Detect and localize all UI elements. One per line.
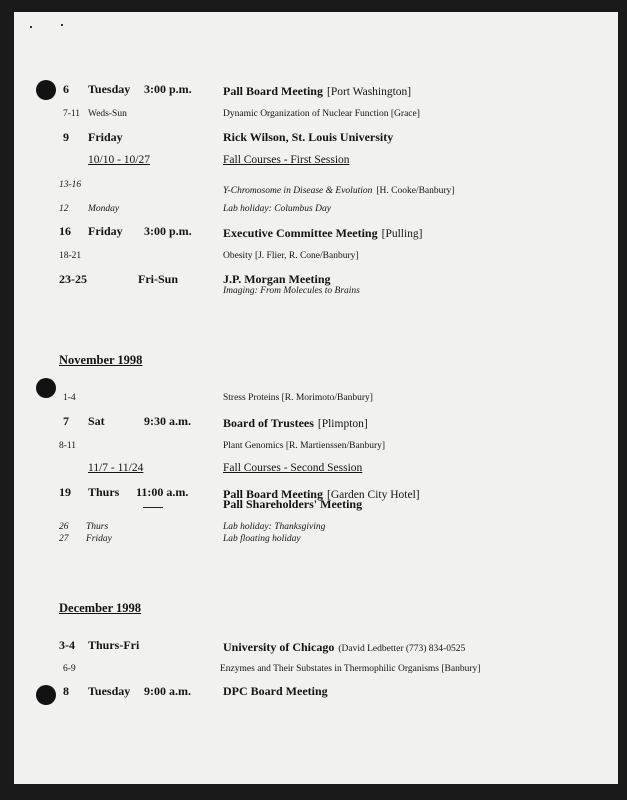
- event-time: 9:30 a.m.: [144, 414, 191, 428]
- event-note: [Pulling]: [381, 228, 423, 240]
- event-note: [Garden City Hotel]: [326, 489, 420, 501]
- punch-hole: [36, 378, 56, 398]
- event-entry: [220, 664, 480, 674]
- event-time: 11:00 a.m.: [136, 485, 189, 499]
- event-title: University of Chicago: [223, 640, 335, 654]
- event-title: DPC Board Meeting: [223, 684, 328, 698]
- event-date: 3-4: [59, 638, 75, 652]
- event-date: 12: [59, 204, 69, 214]
- event-time: 9:00 a.m.: [144, 684, 191, 698]
- event-entry: [223, 224, 423, 242]
- event-date: 6-9: [63, 664, 76, 674]
- event-title: Obesity: [223, 251, 253, 261]
- punch-hole: [36, 80, 56, 100]
- event-title: J.P. Morgan Meeting: [223, 272, 331, 286]
- event-time: 3:00 p.m.: [144, 82, 192, 96]
- event-entry: [223, 638, 465, 656]
- event-day: Friday: [88, 130, 123, 144]
- event-day: Tuesday: [88, 684, 131, 698]
- event-day: Monday: [88, 204, 120, 214]
- event-entry: [223, 393, 373, 403]
- event-title: Pall Board Meeting: [223, 487, 323, 501]
- event-title: Plant Genomics: [223, 441, 284, 451]
- event-day: Thurs-Fri: [88, 638, 140, 652]
- event-title: Rick Wilson, St. Louis University: [223, 130, 394, 144]
- event-title: Fall Courses - Second Session: [223, 462, 363, 474]
- event-date: 7-11: [63, 109, 81, 119]
- event-day: Friday: [86, 534, 112, 544]
- speck: [30, 26, 32, 28]
- event-title: Executive Committee Meeting: [223, 226, 378, 240]
- event-time: 3:00 p.m.: [144, 224, 192, 238]
- event-title: Y-Chromosome in Disease & Evolution: [223, 186, 373, 196]
- event-entry: [223, 251, 359, 261]
- event-note: (David Ledbetter (773) 834-0525: [338, 644, 466, 654]
- event-day: Thurs: [88, 485, 120, 499]
- event-day: Thurs: [86, 522, 109, 532]
- event-note: [Port Washington]: [326, 86, 412, 98]
- event-title: Pall Board Meeting: [223, 84, 323, 98]
- event-entry: [223, 180, 454, 198]
- event-date: 27: [59, 534, 69, 544]
- event-date: 7: [63, 414, 69, 428]
- event-day: Tuesday: [88, 82, 131, 96]
- event-date: 6: [63, 82, 69, 96]
- event-entry: [223, 109, 420, 119]
- document-page: [14, 12, 618, 784]
- event-note: [Banbury]: [441, 664, 481, 674]
- event-date: 8: [63, 684, 69, 698]
- event-date: 26: [59, 522, 69, 532]
- event-note: [R. Morimoto/Banbury]: [281, 393, 373, 403]
- event-note: [H. Cooke/Banbury]: [376, 186, 455, 196]
- event-entry: [223, 414, 368, 432]
- event-date: 16: [59, 224, 71, 238]
- event-date: 13-16: [59, 180, 82, 190]
- event-note: [Plimpton]: [317, 418, 368, 430]
- event-date: 1-4: [63, 393, 76, 403]
- event-title: Dynamic Organization of Nuclear Function: [223, 109, 389, 119]
- course-range: 11/7 - 11/24: [88, 462, 144, 474]
- event-title: Fall Courses - First Session: [223, 154, 350, 166]
- short-rule: [143, 507, 163, 508]
- event-date: 18-21: [59, 251, 82, 261]
- event-day: Weds-Sun: [88, 109, 127, 119]
- event-title: Lab floating holiday: [223, 534, 301, 544]
- event-title-secondary: Pall Shareholders' Meeting: [223, 497, 363, 511]
- event-date: 9: [63, 130, 69, 144]
- event-entry: [223, 82, 411, 100]
- event-date: 19: [59, 485, 71, 499]
- event-title: Lab holiday: Thanksgiving: [223, 522, 326, 532]
- event-title: Enzymes and Their Substates in Thermophilic Organisms: [220, 664, 439, 674]
- course-range: 10/10 - 10/27: [88, 154, 150, 166]
- month-heading: December 1998: [59, 601, 142, 615]
- event-title: Board of Trustees: [223, 416, 314, 430]
- event-note: [Grace]: [390, 109, 420, 119]
- event-day: Sat: [88, 414, 105, 428]
- event-subtitle: Imaging: From Molecules to Brains: [223, 286, 360, 296]
- month-heading: November 1998: [59, 353, 143, 367]
- speck: [61, 24, 63, 26]
- event-date: 8-11: [59, 441, 77, 451]
- event-date: 23-25: [59, 272, 87, 286]
- event-day: Fri-Sun: [138, 272, 179, 286]
- event-note: [R. Martienssen/Banbury]: [285, 441, 386, 451]
- event-day: Friday: [88, 224, 123, 238]
- event-title: Lab holiday: Columbus Day: [223, 204, 331, 214]
- punch-hole: [36, 685, 56, 705]
- event-note: [J. Flier, R. Cone/Banbury]: [254, 251, 359, 261]
- event-entry: [223, 441, 385, 451]
- event-title: Stress Proteins: [223, 393, 280, 403]
